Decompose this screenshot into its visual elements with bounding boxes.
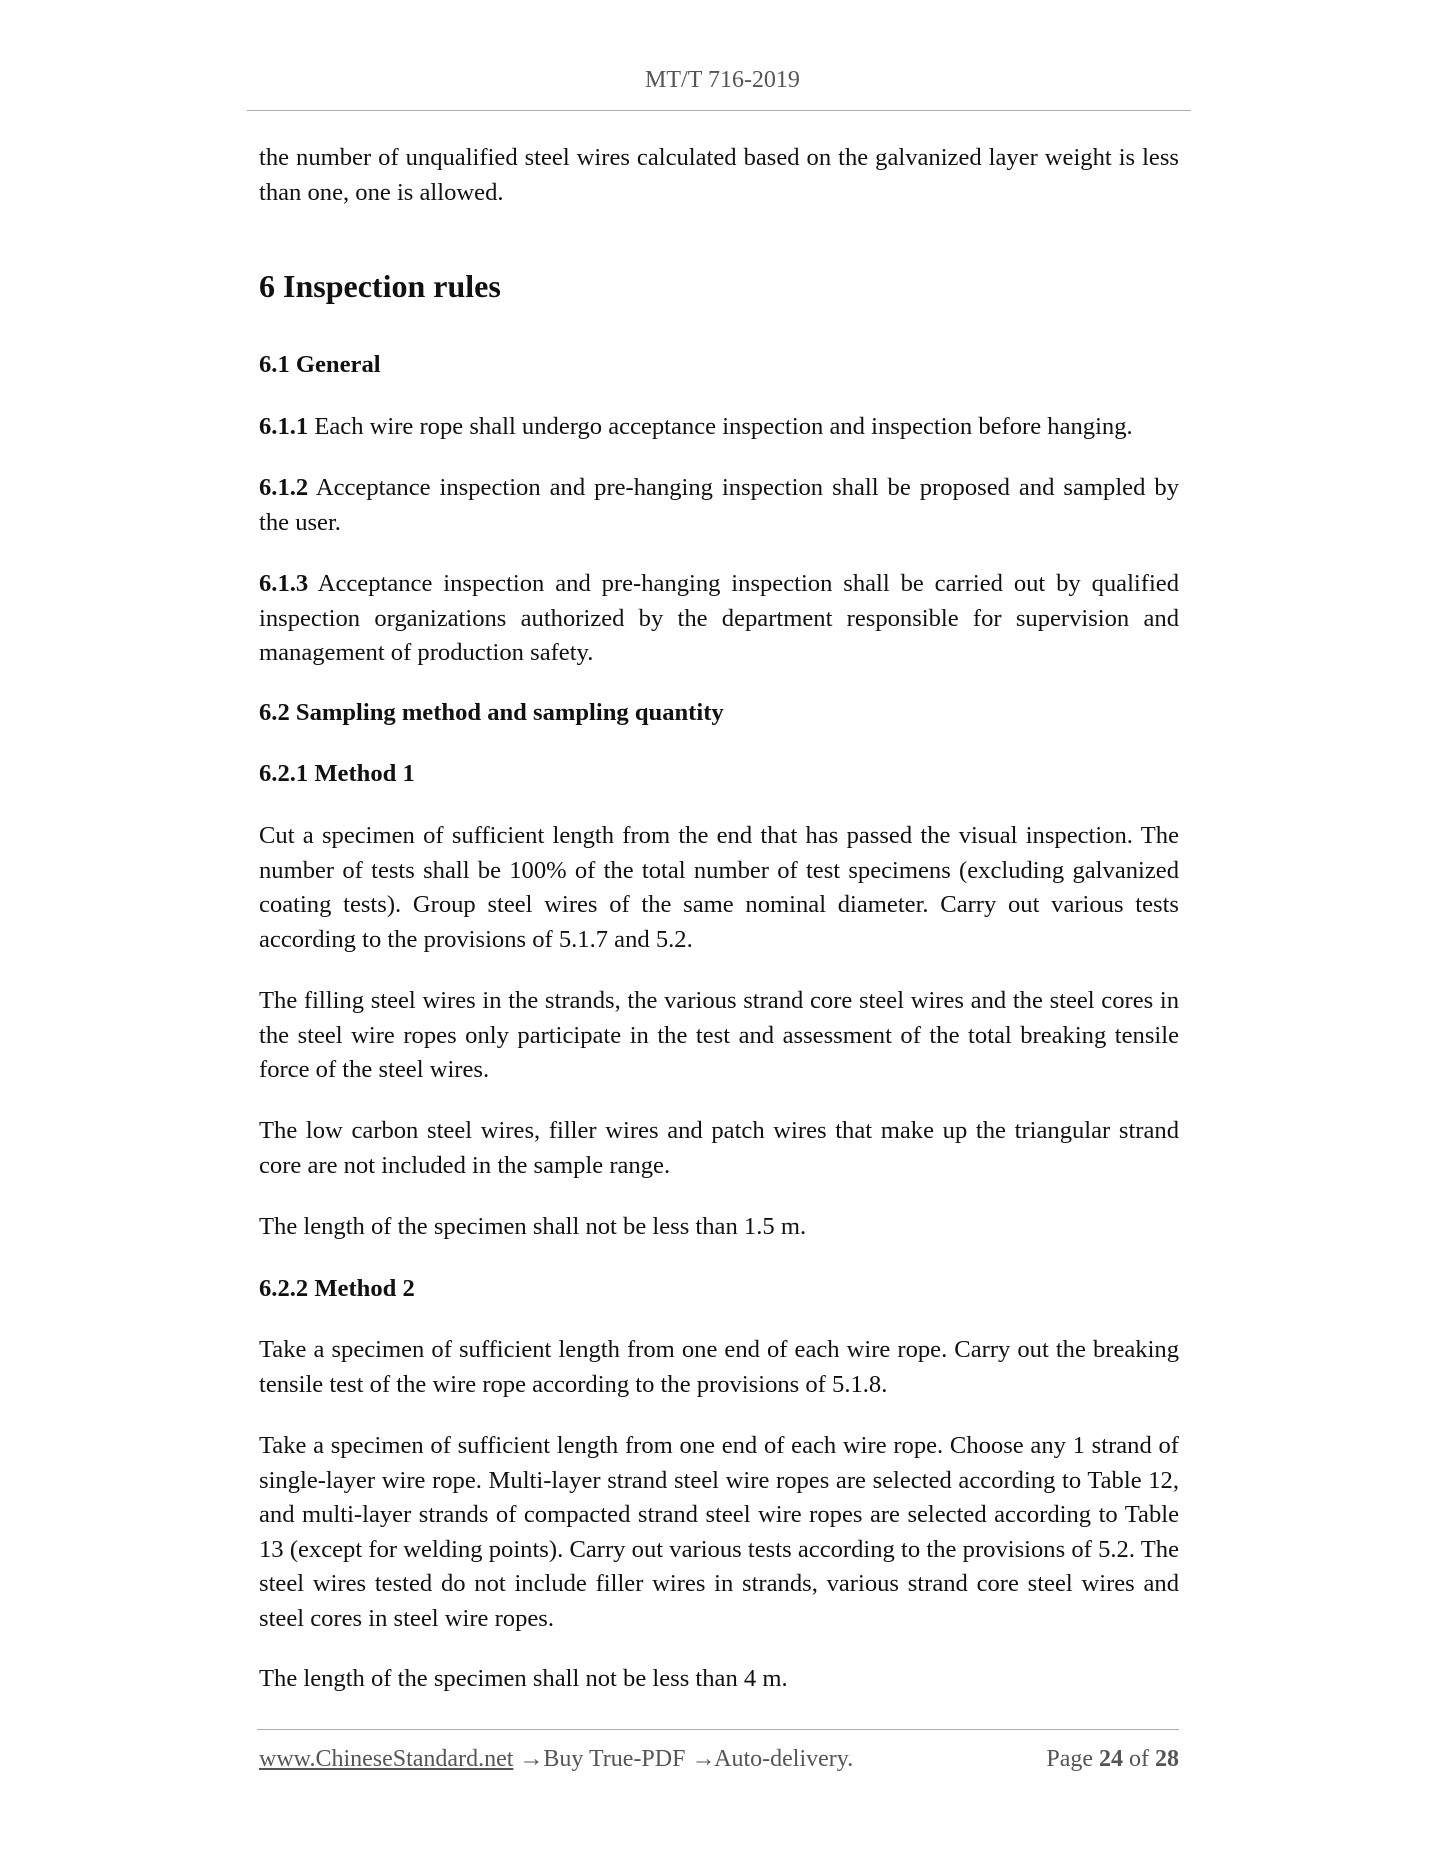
subsection-heading-6-2: 6.2 Sampling method and sampling quantity [259, 699, 724, 726]
clause-6-1-2 [259, 471, 1179, 540]
method2-paragraph-3: The length of the specimen shall not be less than 4 m. [259, 1665, 788, 1692]
clause-text: Each wire rope shall undergo acceptance inspection and inspection before hanging. [308, 413, 1133, 440]
method1-paragraph-4: The length of the specimen shall not be less than 1.5 m. [259, 1213, 807, 1240]
page-label: Page [1046, 1746, 1093, 1772]
auto-delivery-text: Auto-delivery. [714, 1746, 854, 1772]
clause-text: Acceptance inspection and pre-hanging inspection shall be carried out by qualified inspection organizations authorized by the department responsible for supervision and management of production safety. [259, 570, 1179, 666]
method1-paragraph-1: Cut a specimen of sufficient length from the end that has passed the visual inspection. The number of tests shall be 100% of the total number of test specimens (excluding galvanized coating tests). Group steel wires of the same nominal diameter. Carry out various tests according to the provisions of 5.1.7 and 5.2. [259, 822, 1179, 953]
site-link[interactable]: www.ChineseStandard.net [259, 1746, 514, 1772]
arrow-right-icon: → [691, 1746, 716, 1772]
carry-over-paragraph: the number of unqualified steel wires calculated based on the galvanized layer weight is less than one, one is allowed. [259, 144, 1179, 206]
of-label: of [1129, 1746, 1149, 1772]
page-total: 28 [1155, 1746, 1179, 1772]
clause-6-1-3 [259, 567, 1179, 671]
subsection-heading-6-2-2: 6.2.2 Method 2 [259, 1275, 415, 1302]
clause-number: 6.1.1 [259, 413, 309, 440]
clause-6-1-1 [259, 410, 1179, 445]
method1-paragraph-2: The filling steel wires in the strands, the various strand core steel wires and the steel cores in the steel wire ropes only participate in the test and assessment of the total breaking tensile force of the steel wires. [259, 987, 1179, 1083]
subsection-heading-6-1: 6.1 General [259, 351, 381, 378]
clause-number: 6.1.2 [259, 474, 309, 501]
buy-pdf-text: Buy True-PDF [543, 1746, 686, 1772]
method1-paragraph-3: The low carbon steel wires, filler wires and patch wires that make up the triangular strand core are not included in the sample range. [259, 1117, 1179, 1179]
method2-paragraph-1: Take a specimen of sufficient length from one end of each wire rope. Carry out the breaking tensile test of the wire rope according to the provisions of 5.1.8. [259, 1336, 1179, 1398]
method2-paragraph-2: Take a specimen of sufficient length from one end of each wire rope. Choose any 1 strand of single-layer wire rope. Multi-layer strand steel wire ropes are selected according to Table 12, and multi-layer strands of compacted strand steel wire ropes are selected according to Table 13 (except for welding points). Carry out various tests according to the provisions of 5.2. The steel wires tested do not include filler wires in strands, various strand core steel wires and steel cores in steel wire ropes. [259, 1432, 1179, 1632]
section-heading: 6 Inspection rules [259, 268, 501, 304]
page-number: 24 [1099, 1746, 1123, 1772]
header-doc-code: MT/T 716-2019 [645, 67, 800, 93]
footer-divider [257, 1729, 1179, 1730]
page-indicator [1046, 1744, 1179, 1774]
page-footer [259, 1744, 1179, 1776]
subsection-heading-6-2-1: 6.2.1 Method 1 [259, 760, 415, 787]
clause-text: Acceptance inspection and pre-hanging inspection shall be proposed and sampled by the user. [259, 474, 1179, 536]
header-divider [247, 110, 1191, 111]
arrow-right-icon: → [519, 1746, 544, 1772]
clause-number: 6.1.3 [259, 570, 309, 597]
